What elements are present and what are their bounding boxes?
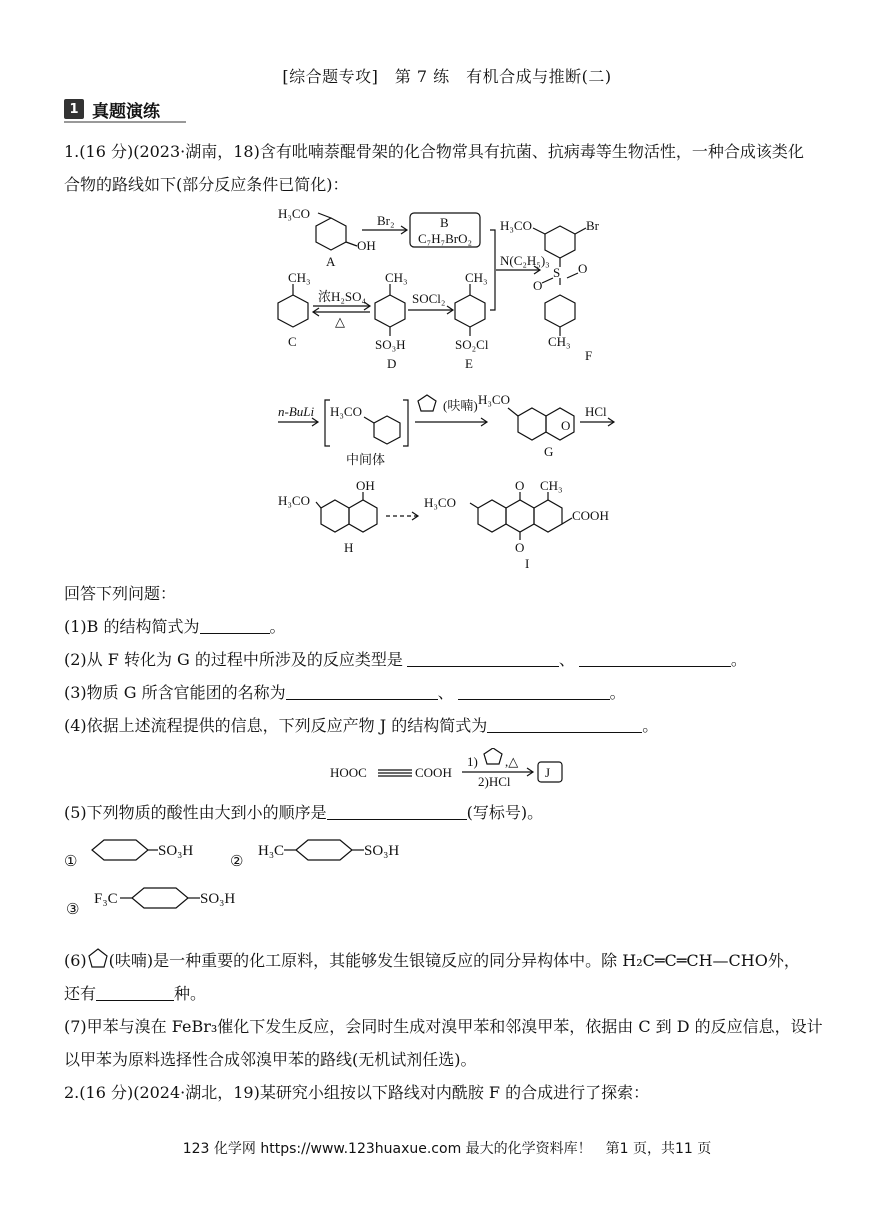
h-h3co-label: H₃CO (278, 493, 310, 508)
socl2-reagent: SOCl₂ (412, 291, 446, 306)
q1-end: 。 (269, 617, 286, 636)
acid-structures (0, 830, 894, 930)
a-oh-label: OH (357, 238, 376, 253)
b-formula: C₇H₇BrO₂ (418, 231, 473, 246)
reaction-equation-j (0, 748, 894, 796)
i-o-bottom: O (515, 540, 525, 555)
i-h3co-label: H₃CO (424, 495, 456, 510)
q1-intro (64, 135, 834, 201)
f-ch3-label: CH₃ (548, 334, 571, 349)
answer-blank-1[interactable] (200, 615, 270, 634)
hcl-reagent: HCl (585, 404, 607, 419)
h-oh-label: OH (356, 478, 375, 493)
i-cooh-label: COOH (572, 508, 609, 523)
q6-line2 (64, 977, 834, 1010)
section-title: 真题演练 (92, 101, 160, 122)
acid-2-h3c: H₃C (258, 843, 285, 859)
q6-text: (呋喃)是一种重要的化工原料，其能够发生银镜反应的同分异构体中。除 H₂C═C═CH—CHO外， (108, 951, 800, 970)
f-br-label: Br (586, 218, 599, 233)
question-1 (64, 610, 834, 643)
label-I: I (525, 556, 530, 571)
f-o1-label: O (578, 261, 588, 276)
question-2 (64, 643, 834, 676)
q6-line1 (64, 944, 834, 977)
question-5 (64, 796, 834, 829)
a-h3co-label: H₃CO (278, 206, 310, 221)
answer-prompt: 回答下列问题： (64, 584, 177, 603)
f-o2-label: O (533, 278, 543, 293)
page-footer: 123 化学网 https://www.123huaxue.com 最大的化学资料库！ 第1 页，共11 页 (182, 1141, 712, 1157)
q3-text: (3)物质 G 所含官能团的名称为 (64, 683, 286, 702)
label-F: F (585, 348, 593, 363)
synthesis-scheme (0, 195, 894, 575)
answer-blank-4[interactable] (487, 714, 642, 733)
e-so2cl-label: SO₂Cl (455, 337, 489, 352)
acid-2-number: ② (230, 854, 244, 870)
conc-h2so4-reagent: 浓H₂SO₄ (318, 289, 367, 304)
acid-1-so3h: SO₃H (158, 843, 194, 859)
q1-questions (64, 577, 834, 742)
eq-step2: 2)HCl (478, 774, 511, 789)
i-ch3-label: CH₃ (540, 478, 563, 493)
furan-icon (87, 946, 109, 970)
e-ch3-label: CH₃ (465, 270, 488, 285)
f-s-label: S (553, 265, 561, 280)
label-B: B (440, 215, 449, 230)
answer-blank-2a[interactable] (407, 648, 559, 667)
br2-reagent: Br₂ (377, 213, 395, 228)
q4-text: (4)依据上述流程提供的信息，下列反应产物 J 的结构简式为 (64, 716, 488, 735)
q2-intro: 2.(16 分)(2024·湖北，19)某研究小组按以下路线对内酰胺 F 的合成进行了探索： (64, 1083, 650, 1102)
label-D: D (387, 356, 397, 371)
eq-hooc: HOOC (330, 765, 367, 780)
q2-end: 。 (730, 650, 747, 669)
q5-end: (写标号)。 (466, 803, 544, 822)
q1-text: (1)B 的结构简式为 (64, 617, 200, 636)
int-h3co-label: H₃CO (330, 404, 362, 419)
q6-end: 种。 (174, 984, 207, 1003)
delta-label: △ (335, 314, 345, 329)
eq-step1: 1) (467, 754, 478, 769)
label-G: G (544, 444, 554, 459)
q6-also: 还有 (64, 984, 97, 1003)
answer-blank-6[interactable] (96, 982, 174, 1001)
q1-intro-line2: 合物的路线如下(部分反应条件已简化)： (64, 175, 349, 194)
acid-1-number: ① (64, 854, 78, 870)
question-6 (64, 944, 834, 1109)
q2-text: (2)从 F 转化为 G 的过程中所涉及的反应类型是 (64, 650, 403, 669)
label-H: H (344, 540, 354, 555)
q4-end: 。 (642, 716, 659, 735)
q2-sep: 、 (558, 650, 575, 669)
i-o-top: O (515, 478, 525, 493)
answer-blank-2b[interactable] (579, 648, 731, 667)
q7-line2: 以甲苯为原料选择性合成邻溴甲苯的路线(无机试剂任选)。 (64, 1050, 477, 1069)
label-E: E (465, 356, 473, 371)
nbuli-reagent: n-BuLi (278, 404, 315, 419)
q5-text: (5)下列物质的酸性由大到小的顺序是 (64, 803, 327, 822)
q3-sep: 、 (437, 683, 454, 702)
answer-blank-3b[interactable] (458, 681, 610, 700)
c-ch3-label: CH₃ (288, 270, 311, 285)
page-title: [综合题专攻] 第 7 练 有机合成与推断(二) (282, 67, 612, 86)
furan-reagent-label: (呋喃) (443, 398, 478, 413)
g-h3co-label: H₃CO (478, 392, 510, 407)
q1-intro-line1: 1.(16 分)(2023·湖南，18)含有吡喃萘醌骨架的化合物常具有抗菌、抗病毒等生物活性，一种合成该类化 (64, 142, 804, 161)
d-so3h-label: SO₃H (375, 337, 406, 352)
eq-delta: ,△ (505, 754, 519, 769)
question-3 (64, 676, 834, 709)
eq-product-j: J (545, 765, 551, 780)
question-4 (64, 709, 834, 742)
section-underline (64, 121, 186, 123)
net3-reagent: N(C₂H₅)₃ (500, 253, 550, 268)
answer-blank-5[interactable] (327, 801, 467, 820)
label-C: C (288, 334, 297, 349)
q7-line1: (7)甲苯与溴在 FeBr₃催化下发生反应，会同时生成对溴甲苯和邻溴甲苯，依据由 C 到 D 的反应信息，设计 (64, 1017, 823, 1036)
q3-end: 。 (609, 683, 626, 702)
answer-blank-3a[interactable] (286, 681, 438, 700)
eq-cooh: COOH (415, 765, 452, 780)
label-A: A (326, 254, 336, 269)
section-header (64, 96, 160, 122)
acid-3-number: ③ (66, 902, 80, 918)
intermediate-label: 中间体 (346, 452, 386, 467)
f-h3co-label: H₃CO (500, 218, 532, 233)
q6-prefix: (6) (64, 951, 87, 970)
d-ch3-label: CH₃ (385, 270, 408, 285)
acid-2-so3h: SO₃H (364, 843, 400, 859)
acid-3-f3c: F₃C (94, 891, 118, 907)
section-number-badge: 1 (64, 99, 84, 119)
g-o-label: O (561, 418, 571, 433)
acid-3-so3h: SO₃H (200, 891, 236, 907)
